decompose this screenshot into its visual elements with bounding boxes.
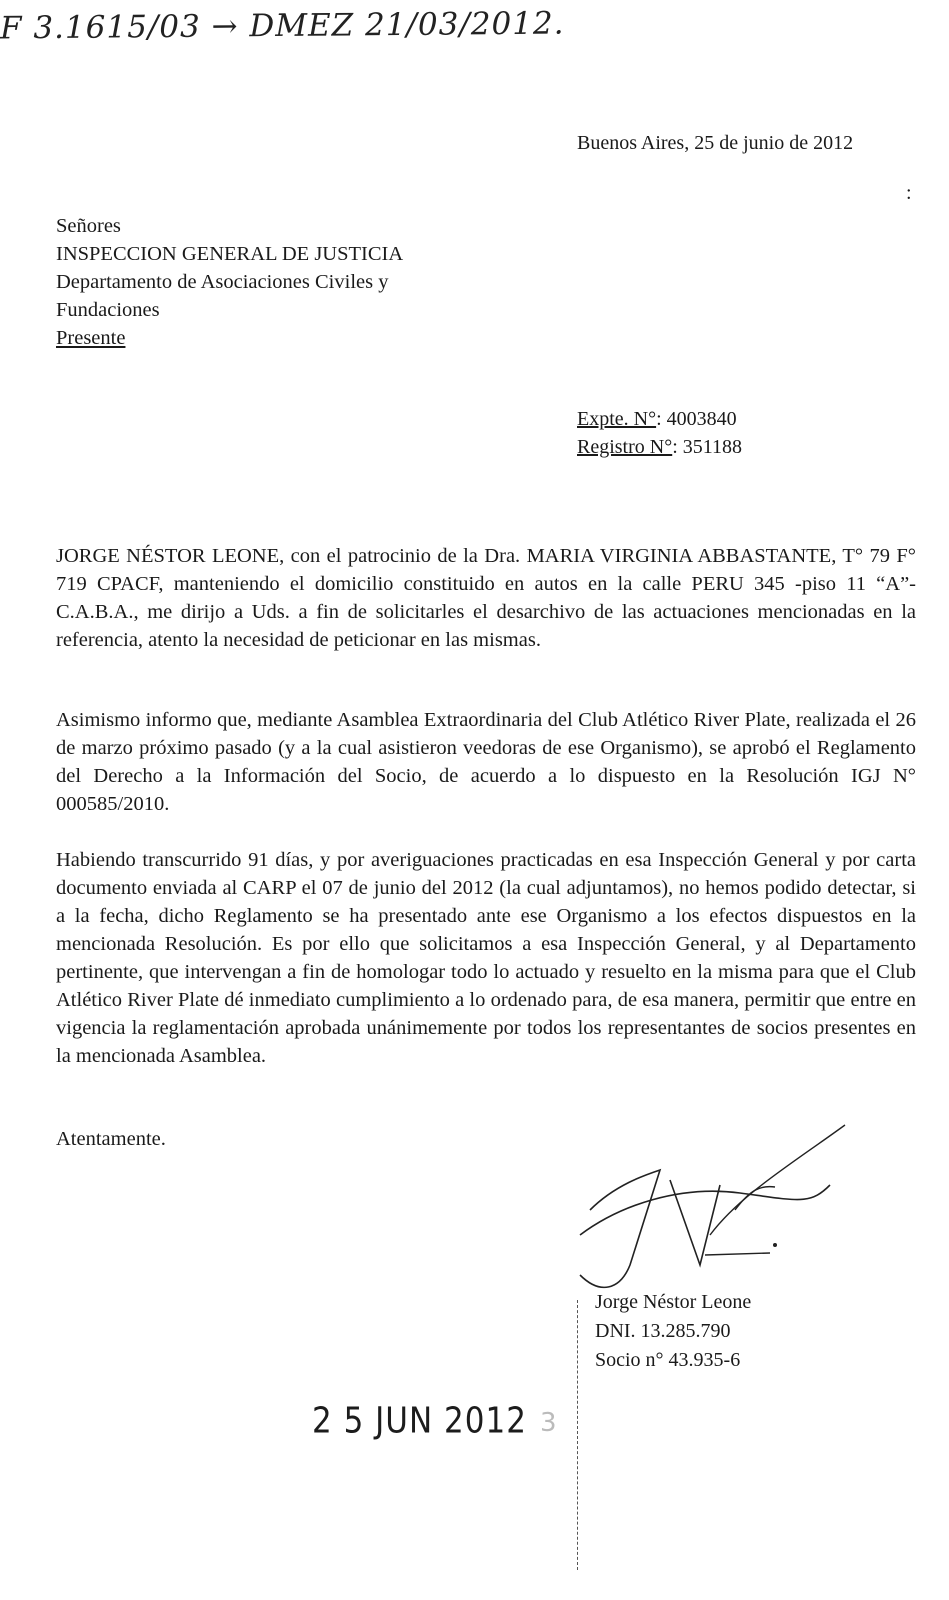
salutation: Señores — [56, 215, 121, 237]
paragraph-3: Habiendo transcurrido 91 días, y por averiguaciones practicadas en esa Inspección General y por carta documento enviada al CARP el 07 de junio del 2012 (la cual adjuntamos), no hemos podido detectar, si a la fecha, dicho Reglamento se ha presentado ante ese Organismo a los efectos dispuestos en la mencionada Resolución. Es por ello que solicitamos a esa Inspección General, y al Departamento pertinente, que intervengan a fin de homologar todo lo actuado y resuelto en la misma para que el Club Atlético River Plate dé inmediato cumplimiento a lo ordenado para, de esa manera, permitir que entre en vigencia la reglamentación aprobada unánimemente por todos los representantes de socios presentes en la mencionada Asamblea. — [56, 849, 916, 1067]
expte-value: : 4003840 — [656, 408, 737, 430]
paragraph-2: Asimismo informo que, mediante Asamblea Extraordinaria del Club Atlético River Plate, realizada el 26 de marzo próximo pasado (y a la cual asistieron veedoras de ese Organismo), se aprobó el Reglamento del Derecho a la Información del Socio, de acuerdo a lo dispuesto en la Resolución IGJ N° 000585/2010. — [56, 709, 916, 815]
received-stamp-number: 3 — [540, 1408, 557, 1438]
signatory-dni: DNI. 13.285.790 — [595, 1320, 731, 1342]
place-date: Buenos Aires, 25 de junio de 2012 — [577, 132, 854, 154]
presente-label: Presente — [56, 327, 126, 349]
registro-value: : 351188 — [672, 436, 743, 458]
handwritten-note: F 3.1615/03 → DMEZ 21/03/2012. — [0, 5, 565, 47]
paragraph-1: JORGE NÉSTOR LEONE, con el patrocinio de la Dra. MARIA VIRGINIA ABBASTANTE, T° 79 F° 719 CPACF, manteniendo el domicilio constituido en autos en la calle PERU 345 -piso 11 “A”- C.A.B.A., me dirijo a Uds. a fin de solicitarles el desarchivo de las actuaciones mencionadas en la referencia, atento la necesidad de peticionar en las mismas. — [56, 545, 916, 651]
received-stamp-date: 2 5 JUN 2012 — [312, 1400, 527, 1442]
recipient-organization: INSPECCION GENERAL DE JUSTICIA — [56, 243, 404, 265]
registro-line — [577, 433, 742, 461]
handwritten-signature — [560, 1115, 860, 1315]
recipient-department-line2: Fundaciones — [56, 299, 160, 321]
recipient-department-line1: Departamento de Asociaciones Civiles y — [56, 271, 389, 293]
signatory-block — [595, 1288, 751, 1375]
reference-block — [577, 405, 742, 461]
stray-mark: : — [906, 182, 912, 204]
signatory-socio: Socio n° 43.935-6 — [595, 1349, 741, 1371]
recipient-block — [56, 212, 403, 352]
expte-label: Expte. N° — [577, 408, 657, 430]
expte-line — [577, 405, 742, 433]
stamp-border — [577, 1300, 578, 1570]
closing: Atentamente. — [56, 1128, 166, 1150]
signatory-name: Jorge Néstor Leone — [595, 1291, 752, 1313]
registro-label: Registro N° — [577, 436, 673, 458]
